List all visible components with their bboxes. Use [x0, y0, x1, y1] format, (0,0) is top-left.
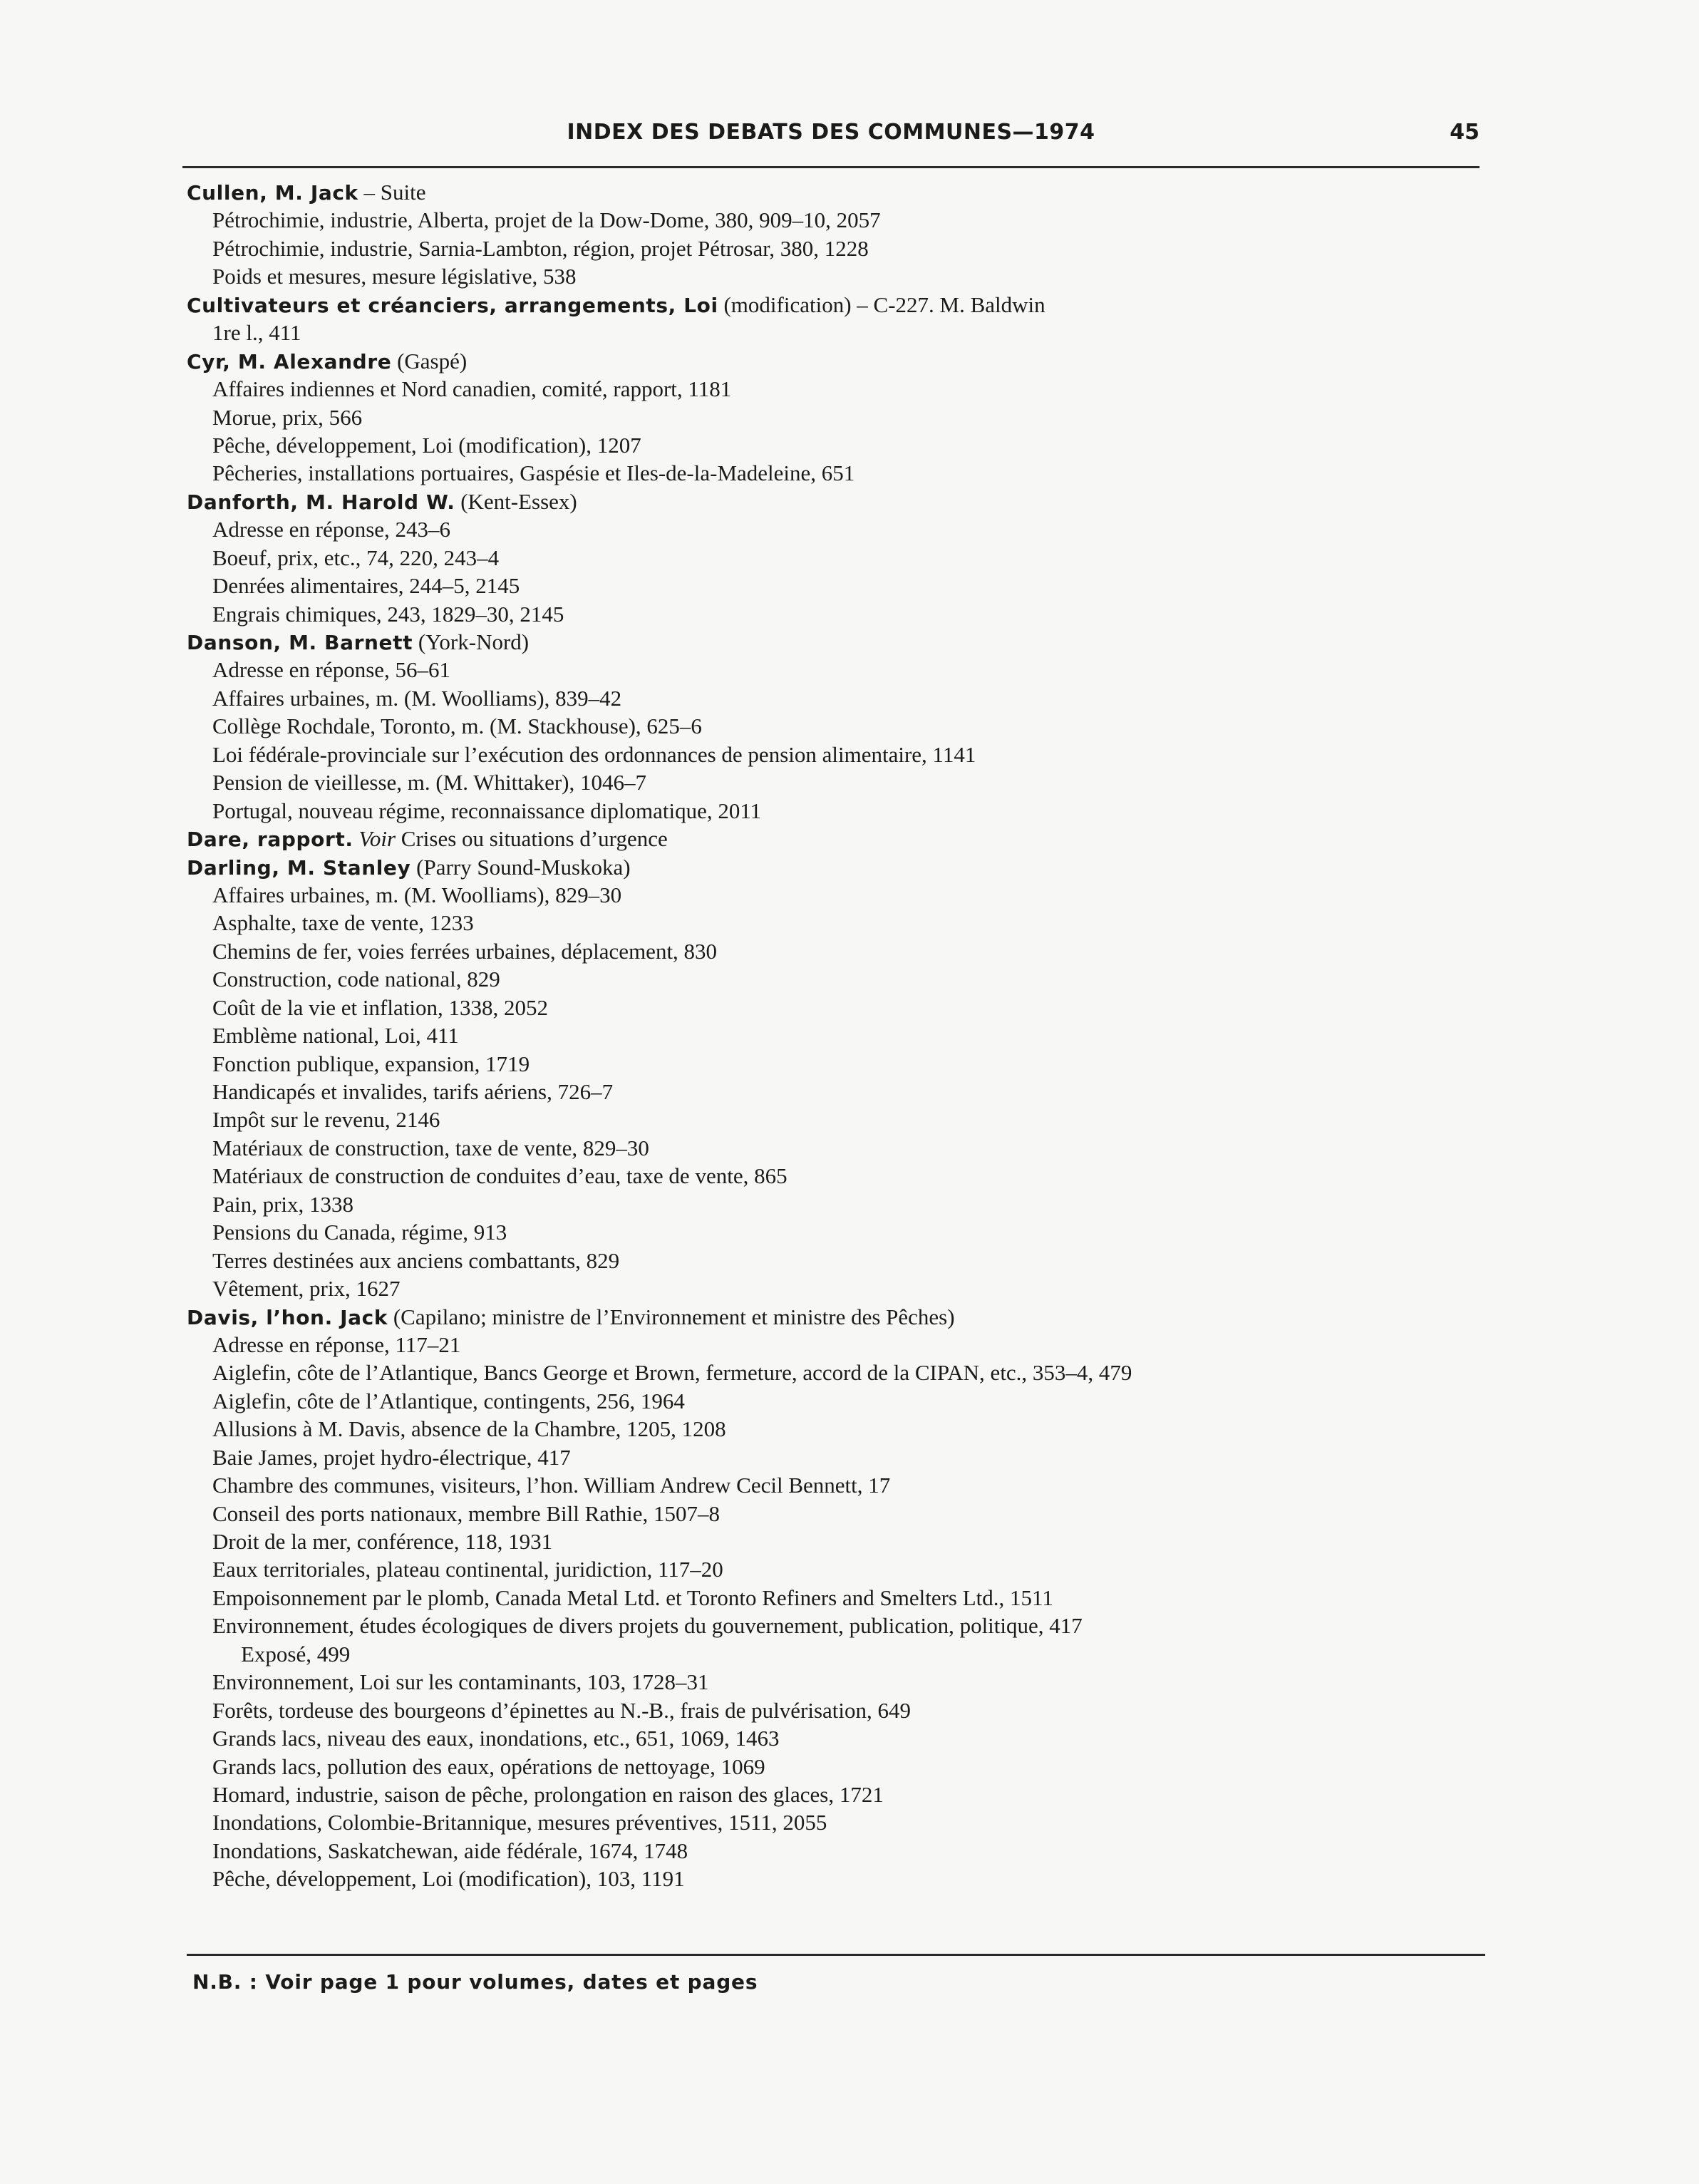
- index-entries: [187, 178, 1484, 1893]
- entry-text: (York-Nord): [413, 629, 530, 654]
- index-subentry: [187, 1134, 1484, 1162]
- entry-text: Baie James, projet hydro-électrique, 417: [212, 1444, 571, 1470]
- index-subentry: [187, 572, 1484, 599]
- entry-text: Loi fédérale-provinciale sur l’exécution des ordonnances de pension alimentaire, 1141: [212, 741, 976, 767]
- index-subentry: [187, 1247, 1484, 1274]
- entry-text: Vêtement, prix, 1627: [212, 1276, 401, 1302]
- index-subentry: [187, 1753, 1484, 1781]
- index-subentry: [187, 1612, 1484, 1639]
- entry-text: Boeuf, prix, etc., 74, 220, 243–4: [212, 545, 500, 570]
- index-subentry: [187, 1415, 1484, 1443]
- entry-text: Impôt sur le revenu, 2146: [212, 1107, 440, 1133]
- entry-text: Matériaux de construction de conduites d’eau, taxe de vente, 865: [212, 1163, 787, 1189]
- entry-text: Pétrochimie, industrie, Alberta, projet de la Dow-Dome, 380, 909–10, 2057: [212, 207, 881, 233]
- entry-text: Inondations, Colombie-Britannique, mesures préventives, 1511, 2055: [212, 1810, 827, 1835]
- entry-text: Fonction publique, expansion, 1719: [212, 1051, 530, 1076]
- index-subentry: [187, 1331, 1484, 1359]
- index-subentry: [187, 1837, 1484, 1865]
- index-heading-entry: [187, 178, 1484, 206]
- entry-text: Adresse en réponse, 117–21: [212, 1331, 461, 1357]
- footer-rule: [187, 1954, 1485, 1956]
- index-heading-entry: [187, 825, 1484, 853]
- index-subentry: [187, 1050, 1484, 1078]
- entry-see-reference: Voir: [353, 826, 396, 852]
- index-subentry: [187, 319, 1484, 346]
- entry-text: Engrais chimiques, 243, 1829–30, 2145: [212, 601, 564, 627]
- index-subentry: [187, 206, 1484, 234]
- entry-text: (Gaspé): [391, 348, 468, 374]
- index-subentry: [187, 1696, 1484, 1724]
- entry-text: Asphalte, taxe de vente, 1233: [212, 910, 474, 936]
- entry-text: Pêche, développement, Loi (modification), 1207: [212, 432, 641, 458]
- index-subentry: [187, 600, 1484, 628]
- entry-text: Handicapés et invalides, tarifs aériens, 726–7: [212, 1079, 614, 1104]
- entry-text: Exposé, 499: [241, 1641, 351, 1667]
- entry-text: Droit de la mer, conférence, 118, 1931: [212, 1529, 553, 1554]
- index-subentry: [187, 712, 1484, 740]
- index-subentry: [187, 994, 1484, 1021]
- index-subentry: [187, 1808, 1484, 1836]
- entry-text: Affaires indiennes et Nord canadien, comité, rapport, 1181: [212, 376, 732, 402]
- index-subentry: [187, 965, 1484, 993]
- index-subentry: [187, 1021, 1484, 1049]
- entry-text: Forêts, tordeuse des bourgeons d’épinettes au N.-B., frais de pulvérisation, 649: [212, 1697, 912, 1723]
- index-subentry: [187, 909, 1484, 937]
- entry-text: Construction, code national, 829: [212, 967, 500, 992]
- entry-text: Emblème national, Loi, 411: [212, 1023, 459, 1049]
- entry-text: Coût de la vie et inflation, 1338, 2052: [212, 994, 548, 1020]
- entry-text: Adresse en réponse, 243–6: [212, 517, 451, 542]
- index-subentry: [187, 431, 1484, 459]
- index-subentry: [187, 1274, 1484, 1302]
- entry-text: Empoisonnement par le plomb, Canada Metal Ltd. et Toronto Refiners and Smelters Ltd., 1511: [212, 1585, 1053, 1610]
- entry-text: (modification) – C-227. M. Baldwin: [718, 292, 1045, 317]
- index-subentry: [187, 1584, 1484, 1612]
- entry-text: Pêche, développement, Loi (modification), 103, 1191: [212, 1866, 685, 1892]
- index-subentry: [187, 768, 1484, 796]
- entry-text: Poids et mesures, mesure législative, 538: [212, 264, 577, 289]
- entry-heading: Cultivateurs et créanciers, arrangements, Loi: [187, 293, 718, 317]
- index-subentry: [187, 1443, 1484, 1471]
- index-subentry: [187, 459, 1484, 487]
- entry-heading: Cyr, M. Alexandre: [187, 349, 392, 374]
- index-subentry: [187, 1668, 1484, 1696]
- index-subentry: [187, 1359, 1484, 1386]
- index-subentry: [187, 1500, 1484, 1528]
- entry-text: Adresse en réponse, 56–61: [212, 657, 451, 683]
- index-heading-entry: [187, 1303, 1484, 1331]
- entry-heading: Davis, l’hon. Jack: [187, 1305, 388, 1329]
- entry-text: (Parry Sound-Muskoka): [410, 854, 631, 880]
- entry-text: Environnement, Loi sur les contaminants, 103, 1728–31: [212, 1669, 709, 1695]
- index-subentry: [187, 1387, 1484, 1415]
- entry-text: Pension de vieillesse, m. (M. Whittaker), 1046–7: [212, 770, 646, 795]
- index-subentry: [187, 1106, 1484, 1133]
- entry-text: Eaux territoriales, plateau continental, juridiction, 117–20: [212, 1557, 723, 1582]
- index-subentry: [187, 1865, 1484, 1892]
- index-subentry: [187, 1640, 1484, 1668]
- index-heading-entry: [187, 628, 1484, 656]
- index-subentry: [187, 1162, 1484, 1190]
- entry-text: Grands lacs, niveau des eaux, inondations, etc., 651, 1069, 1463: [212, 1726, 780, 1751]
- entry-heading: Danson, M. Barnett: [187, 631, 413, 654]
- index-subentry: [187, 1781, 1484, 1808]
- index-heading-entry: [187, 853, 1484, 881]
- entry-heading: Darling, M. Stanley: [187, 855, 411, 880]
- entry-text: (Kent-Essex): [455, 488, 577, 514]
- index-subentry: [187, 741, 1484, 768]
- index-subentry: [187, 235, 1484, 262]
- index-subentry: [187, 1555, 1484, 1583]
- entry-text: Affaires urbaines, m. (M. Woolliams), 829–30: [212, 882, 622, 907]
- entry-heading: Cullen, M. Jack: [187, 181, 358, 205]
- footnote: N.B. : Voir page 1 pour volumes, dates et pages: [192, 1970, 758, 1994]
- entry-heading: Dare, rapport.: [187, 828, 353, 852]
- entry-heading: Danforth, M. Harold W.: [187, 490, 455, 514]
- entry-text: (Capilano; ministre de l’Environnement et ministre des Pêches): [388, 1304, 955, 1329]
- index-heading-entry: [187, 488, 1484, 515]
- entry-text: Aiglefin, côte de l’Atlantique, Bancs George et Brown, fermeture, accord de la CIPAN, etc., 353–4, 479: [212, 1360, 1132, 1386]
- index-subentry: [187, 515, 1484, 543]
- index-subentry: [187, 937, 1484, 965]
- entry-text: 1re l., 411: [212, 320, 301, 346]
- header-rule: [182, 166, 1479, 168]
- entry-text: Aiglefin, côte de l’Atlantique, contingents, 256, 1964: [212, 1388, 685, 1413]
- entry-text: Conseil des ports nationaux, membre Bill Rathie, 1507–8: [212, 1500, 721, 1526]
- entry-text: Affaires urbaines, m. (M. Woolliams), 839–42: [212, 685, 622, 711]
- index-subentry: [187, 1471, 1484, 1499]
- entry-text: Chemins de fer, voies ferrées urbaines, déplacement, 830: [212, 938, 718, 964]
- index-subentry: [187, 797, 1484, 825]
- entry-text: Portugal, nouveau régime, reconnaissance diplomatique, 2011: [212, 798, 762, 823]
- index-subentry: [187, 1190, 1484, 1218]
- index-subentry: [187, 403, 1484, 431]
- entry-text: Morue, prix, 566: [212, 404, 363, 430]
- entry-text: Matériaux de construction, taxe de vente, 829–30: [212, 1135, 649, 1160]
- entry-text: Inondations, Saskatchewan, aide fédérale, 1674, 1748: [212, 1838, 688, 1863]
- index-subentry: [187, 375, 1484, 403]
- entry-text: Chambre des communes, visiteurs, l’hon. William Andrew Cecil Bennett, 17: [212, 1473, 891, 1498]
- index-heading-entry: [187, 347, 1484, 375]
- page-title: INDEX DES DEBATS DES COMMUNES—1974: [567, 120, 1095, 145]
- page-number: 45: [1450, 120, 1479, 145]
- index-subentry: [187, 656, 1484, 684]
- entry-text: Pain, prix, 1338: [212, 1191, 354, 1217]
- entry-text: Pétrochimie, industrie, Sarnia-Lambton, région, projet Pétrosar, 380, 1228: [212, 235, 869, 261]
- index-subentry: [187, 1528, 1484, 1555]
- entry-text: Terres destinées aux anciens combattants, 829: [212, 1247, 620, 1273]
- index-subentry: [187, 1078, 1484, 1106]
- entry-text: Environnement, études écologiques de divers projets du gouvernement, publication, politique, 417: [212, 1613, 1083, 1639]
- entry-text: Pêcheries, installations portuaires, Gaspésie et Iles-de-la-Madeleine, 651: [212, 460, 855, 486]
- entry-text: Pensions du Canada, régime, 913: [212, 1220, 507, 1245]
- index-subentry: [187, 262, 1484, 290]
- entry-text: Denrées alimentaires, 244–5, 2145: [212, 573, 520, 599]
- entry-text: Collège Rochdale, Toronto, m. (M. Stackhouse), 625–6: [212, 714, 702, 739]
- page-header: [182, 120, 1479, 151]
- entry-text: – Suite: [358, 180, 426, 205]
- index-subentry: [187, 1724, 1484, 1752]
- entry-text: Homard, industrie, saison de pêche, prolongation en raison des glaces, 1721: [212, 1781, 884, 1807]
- index-subentry: [187, 544, 1484, 572]
- entry-text: Grands lacs, pollution des eaux, opérations de nettoyage, 1069: [212, 1753, 765, 1779]
- index-heading-entry: [187, 291, 1484, 319]
- entry-text: Allusions à M. Davis, absence de la Chambre, 1205, 1208: [212, 1416, 726, 1442]
- index-subentry: [187, 881, 1484, 909]
- index-subentry: [187, 1218, 1484, 1246]
- index-subentry: [187, 684, 1484, 712]
- entry-text: Crises ou situations d’urgence: [396, 826, 668, 852]
